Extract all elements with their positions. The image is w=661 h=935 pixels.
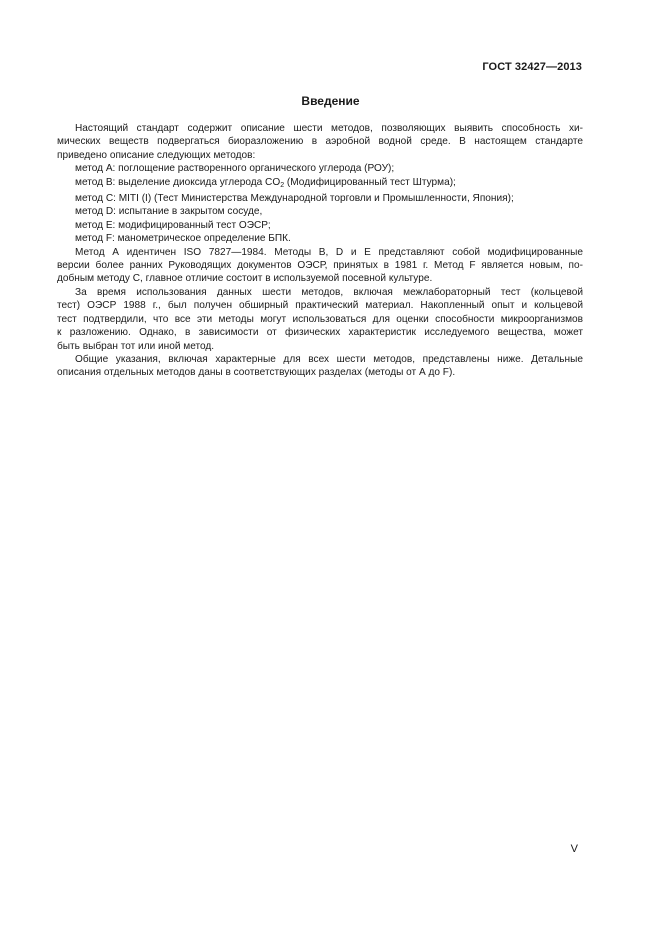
- section-title: Введение: [301, 94, 360, 108]
- paragraph-1-line-2: [57, 135, 583, 148]
- text-span: Настоящий стандарт содержит описание шести методов, позволяющих выявить способность хи-: [75, 123, 583, 134]
- text-span: описания отдельных методов даны в соответствующих разделах (методы от А до F).: [57, 367, 456, 379]
- text-span: метод D: испытание в закрытом сосуде,: [75, 206, 263, 218]
- text-span: Метод А идентичен ISO 7827—1984. Методы В, D и Е представляют собой модифицированные: [75, 246, 583, 258]
- paragraph-3-line-2: [57, 299, 583, 312]
- text-span: тест подтвердили, что все эти методы могут использоваться для оценки способности микроорганизмов: [57, 313, 583, 325]
- text-span: версии более ранних Руководящих документов ОЭСР, принятых в 1981 г. Метод F является новым, по-: [57, 260, 583, 272]
- text-span: метод А: поглощение растворенного органического углерода (РОУ);: [75, 163, 395, 175]
- text-span: тест) ОЭСР 1988 г., был получен обширный практический материал. Накопленный опыт и кольцевой: [57, 300, 583, 312]
- method-d-item: [75, 205, 583, 218]
- method-e-item: [75, 219, 583, 232]
- text-span: приведено описание следующих методов:: [57, 149, 256, 161]
- text-span: добным методу С, главное отличие состоит в используемой посевной культуре.: [57, 273, 433, 285]
- paragraph-1-line-3: [57, 149, 583, 162]
- paragraph-4-line-1: [75, 353, 583, 366]
- text-span: (Модифицированный тест Штурма);: [284, 176, 456, 188]
- text-block: [57, 122, 583, 380]
- paragraph-4-line-2: [57, 366, 583, 379]
- text-span: Общие указания, включая характерные для всех шести методов, представлены ниже. Детальные: [75, 353, 583, 365]
- text-span: За время использования данных шести методов, включая межлабораторный тест (кольцевой: [75, 286, 583, 298]
- page-number: V: [570, 843, 578, 855]
- paragraph-2-line-2: [57, 259, 583, 272]
- paragraph-2-line-3: [57, 272, 583, 285]
- method-f-item: [75, 232, 583, 245]
- text-span: метод F: манометрическое определение БПК.: [75, 233, 291, 245]
- paragraph-3-line-3: [57, 313, 583, 326]
- subscript: 2: [280, 181, 285, 189]
- text-span: метод Е: модифицированный тест ОЭСР;: [75, 219, 271, 231]
- text-span: метод В: выделение диоксида углерода CO: [75, 176, 281, 188]
- text-span: мических веществ подвергаться биоразложению в аэробной водной среде. В настоящем стандарте: [57, 136, 583, 148]
- text-span: к разложению. Однако, в зависимости от физических характеристик исследуемого вещества, может: [57, 327, 583, 339]
- paragraph-2-line-1: [75, 246, 583, 259]
- paragraph-3-line-4: [57, 326, 583, 339]
- method-c-item: [75, 192, 583, 205]
- paragraph-3-line-1: [75, 286, 583, 299]
- document-code: ГОСТ 32427—2013: [482, 61, 582, 73]
- method-b-item: [75, 176, 583, 192]
- text-span: метод С: MITI (I) (Тест Министерства Международной торговли и Промышленности, Япония);: [75, 193, 514, 205]
- paragraph-1-line-1: [75, 122, 583, 135]
- paragraph-3-line-5: [57, 340, 583, 353]
- method-a-item: [75, 162, 583, 175]
- text-span: быть выбран тот или иной метод.: [57, 340, 215, 352]
